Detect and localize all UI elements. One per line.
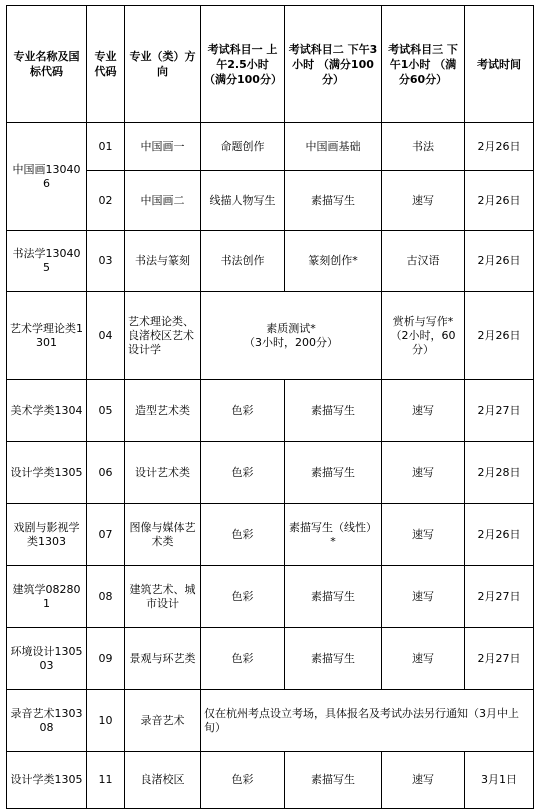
- code-cell: 04: [87, 292, 125, 380]
- subject-3-cell: 速写: [382, 442, 465, 504]
- table-row: [7, 292, 534, 380]
- header-row: [7, 6, 534, 123]
- subject-1-cell: [201, 292, 382, 380]
- date-cell: 2月27日: [465, 380, 534, 442]
- major-cell: 中国画130406: [7, 123, 87, 231]
- subject-2-cell: 素描写生: [285, 380, 382, 442]
- subject-1-cell: 色彩: [201, 566, 285, 628]
- subject-2-title: 赏析与写作*: [392, 314, 454, 328]
- major-cell: 设计学类1305: [7, 442, 87, 504]
- header-code: 专业代码: [87, 6, 125, 123]
- table-row: [7, 566, 534, 628]
- date-cell: 2月26日: [465, 123, 534, 171]
- code-cell: 03: [87, 231, 125, 292]
- date-cell: 2月28日: [465, 442, 534, 504]
- subject-2-cell: 素描写生（线性）*: [285, 504, 382, 566]
- header-subject-3: 考试科目三 下午1小时 （满分60分）: [382, 6, 465, 123]
- subject-1-cell: 命题创作: [201, 123, 285, 171]
- header-subject-1: 考试科目一 上午2.5小时 （满分100分）: [201, 6, 285, 123]
- code-cell: 10: [87, 690, 125, 752]
- direction-cell: 建筑艺术、城市设计: [125, 566, 201, 628]
- major-cell: 录音艺术130308: [7, 690, 87, 752]
- subject-1-detail: （3小时，200分）: [244, 335, 338, 349]
- subject-3-cell: 古汉语: [382, 231, 465, 292]
- major-cell: 环境设计130503: [7, 628, 87, 690]
- subject-1-cell: 线描人物写生: [201, 171, 285, 231]
- direction-cell: 景观与环艺类: [125, 628, 201, 690]
- subject-2-cell: 素描写生: [285, 442, 382, 504]
- subject-2-cell: 篆刻创作*: [285, 231, 382, 292]
- subject-3-cell: 速写: [382, 752, 465, 809]
- subject-2-cell: 素描写生: [285, 752, 382, 809]
- date-cell: 3月1日: [465, 752, 534, 809]
- major-cell: 美术学类1304: [7, 380, 87, 442]
- date-cell: 2月26日: [465, 504, 534, 566]
- direction-cell: 造型艺术类: [125, 380, 201, 442]
- major-cell: 设计学类1305: [7, 752, 87, 809]
- header-major: 专业名称及国标代码: [7, 6, 87, 123]
- table-row: [7, 628, 534, 690]
- code-cell: 01: [87, 123, 125, 171]
- header-subject-2: 考试科目二 下午3小时 （满分100分）: [285, 6, 382, 123]
- direction-cell: 图像与媒体艺术类: [125, 504, 201, 566]
- subject-2-cell: 中国画基础: [285, 123, 382, 171]
- code-cell: 06: [87, 442, 125, 504]
- direction-cell: 书法与篆刻: [125, 231, 201, 292]
- subject-3-cell: 书法: [382, 123, 465, 171]
- exam-schedule-table: [6, 5, 534, 809]
- date-cell: 2月26日: [465, 292, 534, 380]
- subject-3-cell: 速写: [382, 566, 465, 628]
- subject-3-cell: 速写: [382, 171, 465, 231]
- subject-2-cell: 素描写生: [285, 171, 382, 231]
- direction-cell: 良渚校区: [125, 752, 201, 809]
- table-row: [7, 123, 534, 171]
- code-cell: 02: [87, 171, 125, 231]
- direction-cell: 艺术理论类、良渚校区艺术设计学: [125, 292, 201, 380]
- header-direction: 专业（类）方向: [125, 6, 201, 123]
- subject-1-cell: 色彩: [201, 752, 285, 809]
- table-row: [7, 690, 534, 752]
- major-cell: 艺术学理论类1301: [7, 292, 87, 380]
- subject-1-cell: 色彩: [201, 628, 285, 690]
- subject-1-cell: 色彩: [201, 504, 285, 566]
- subject-1-cell: 色彩: [201, 380, 285, 442]
- direction-cell: 中国画一: [125, 123, 201, 171]
- code-cell: 07: [87, 504, 125, 566]
- direction-cell: 设计艺术类: [125, 442, 201, 504]
- direction-cell: 中国画二: [125, 171, 201, 231]
- subject-2-cell: 素描写生: [285, 628, 382, 690]
- subject-2-cell: 素描写生: [285, 566, 382, 628]
- date-cell: 2月27日: [465, 566, 534, 628]
- code-cell: 11: [87, 752, 125, 809]
- header-exam-time: 考试时间: [465, 6, 534, 123]
- table-row: [7, 504, 534, 566]
- subject-3-cell: 速写: [382, 504, 465, 566]
- table-row: [7, 752, 534, 809]
- table-row: [7, 231, 534, 292]
- table-row: [7, 380, 534, 442]
- note-cell: 仅在杭州考点设立考场，具体报名及考试办法另行通知（3月中上旬）: [201, 690, 534, 752]
- date-cell: 2月26日: [465, 171, 534, 231]
- table-row: [7, 442, 534, 504]
- date-cell: 2月27日: [465, 628, 534, 690]
- code-cell: 08: [87, 566, 125, 628]
- subject-2-detail: （2小时，60分）: [390, 328, 456, 356]
- code-cell: 09: [87, 628, 125, 690]
- subject-3-cell: 速写: [382, 380, 465, 442]
- subject-3-cell: 速写: [382, 628, 465, 690]
- subject-2-cell: [382, 292, 465, 380]
- date-cell: 2月26日: [465, 231, 534, 292]
- subject-1-cell: 色彩: [201, 442, 285, 504]
- major-cell: 书法学130405: [7, 231, 87, 292]
- table-row: [7, 171, 534, 231]
- subject-1-title: 素质测试*: [266, 321, 316, 335]
- major-cell: 戏剧与影视学类1303: [7, 504, 87, 566]
- code-cell: 05: [87, 380, 125, 442]
- direction-cell: 录音艺术: [125, 690, 201, 752]
- subject-1-cell: 书法创作: [201, 231, 285, 292]
- major-cell: 建筑学082801: [7, 566, 87, 628]
